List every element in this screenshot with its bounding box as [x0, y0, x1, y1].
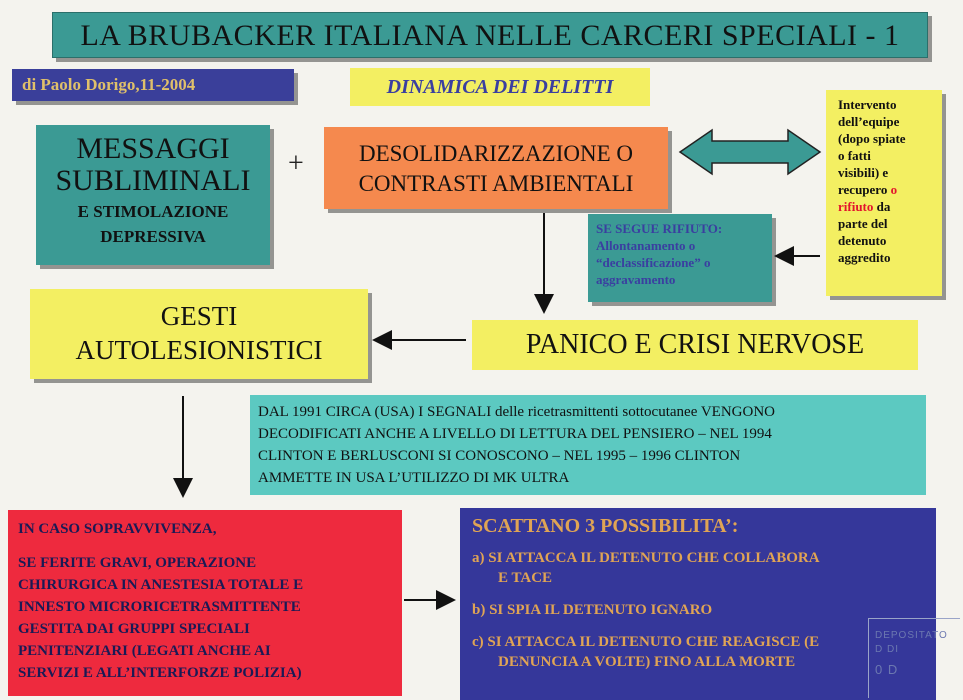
caso-line-1: IN CASO SOPRAVVIVENZA, [18, 521, 217, 537]
da-word: da [876, 199, 891, 214]
caso-line-5: GESTITA DAI GRUPPI SPECIALI [18, 621, 250, 637]
plus-sign: + [288, 148, 304, 179]
dal-line-4: AMMETTE IN USA L’UTILIZZO DI MK ULTRA [258, 470, 570, 486]
caso-line-2: SE FERITE GRAVI, OPERAZIONE [18, 555, 257, 571]
stamp-line-1: DEPOSITATO [875, 630, 948, 641]
intervento-line-2: dell’equipe [838, 114, 900, 129]
author-label: di Paolo Dorigo,11-2004 [12, 69, 294, 101]
option-a-line-2: E TACE [498, 570, 553, 586]
intervento-line-10: aggredito [838, 250, 891, 265]
depressiva-line: DEPRESSIVA [100, 227, 206, 246]
rifiuto-red-word: rifiuto [838, 199, 874, 214]
dal-line-3: CLINTON E BERLUSCONI SI CONOSCONO – NEL 1995 – 1996 CLINTON [258, 448, 741, 464]
segue-line-3: “declassificazione” o [596, 255, 711, 270]
stamp-line-2: D DI [875, 644, 899, 655]
caso-line-4: INNESTO MICRORICETRASMITTENTE [18, 599, 301, 615]
intervento-line-8: parte del [838, 216, 888, 231]
desol-line-2: CONTRASTI AMBIENTALI [358, 171, 634, 196]
caso-line-7: SERVIZI E ALL’INTERFORZE POLIZIA) [18, 665, 302, 681]
recupero-word: recupero [838, 182, 888, 197]
option-b: b) SI SPIA IL DETENUTO IGNARO [472, 602, 713, 618]
subliminali-line: SUBLIMINALI [55, 164, 251, 197]
option-c-line-1: c) SI ATTACCA IL DETENUTO CHE REAGISCE (E [472, 634, 820, 650]
subtitle-box: DINAMICA DEI DELITTI [350, 68, 650, 106]
caso-line-3: CHIRURGICA IN ANESTESIA TOTALE E [18, 577, 304, 593]
intervento-line-5: visibili) e [838, 165, 889, 180]
option-a-line-1: a) SI ATTACCA IL DETENUTO CHE COLLABORA [472, 550, 820, 566]
intervento-line-3: (dopo spiate [838, 131, 906, 146]
stimolazione-line: E STIMOLAZIONE [77, 202, 229, 221]
panico-box: PANICO E CRISI NERVOSE [472, 320, 918, 370]
gesti-line-2: AUTOLESIONISTICI [75, 335, 323, 365]
segue-line-1: SE SEGUE RIFIUTO: [596, 221, 723, 236]
intervento-line-4: o fatti [838, 148, 871, 163]
intervento-line-1: Intervento [838, 97, 897, 112]
segue-line-2: Allontanamento o [596, 238, 696, 253]
dal-line-2: DECODIFICATI ANCHE A LIVELLO DI LETTURA DEL PENSIERO – NEL 1994 [258, 426, 772, 442]
desol-line-1: DESOLIDARIZZAZIONE O [358, 141, 634, 166]
segue-line-4: aggravamento [596, 272, 676, 287]
intervento-line-9: detenuto [838, 233, 887, 248]
option-c-line-2: DENUNCIA A VOLTE) FINO ALLA MORTE [498, 654, 796, 670]
gesti-line-1: GESTI [160, 301, 238, 331]
messaggi-line: MESSAGGI [76, 132, 230, 165]
double-arrow [680, 130, 820, 174]
stamp-line-3: 0 D [875, 662, 899, 677]
scattano-header: SCATTANO 3 POSSIBILITA’: [472, 515, 739, 537]
dal-line-1: DAL 1991 CIRCA (USA) I SEGNALI delle ricetrasmittenti sottocutanee VENGONO [258, 404, 775, 420]
o-red-word: o [890, 182, 898, 197]
page-title: LA BRUBACKER ITALIANA NELLE CARCERI SPECIALI - 1 [52, 12, 928, 58]
caso-line-6: PENITENZIARI (LEGATI ANCHE AI [18, 643, 271, 659]
